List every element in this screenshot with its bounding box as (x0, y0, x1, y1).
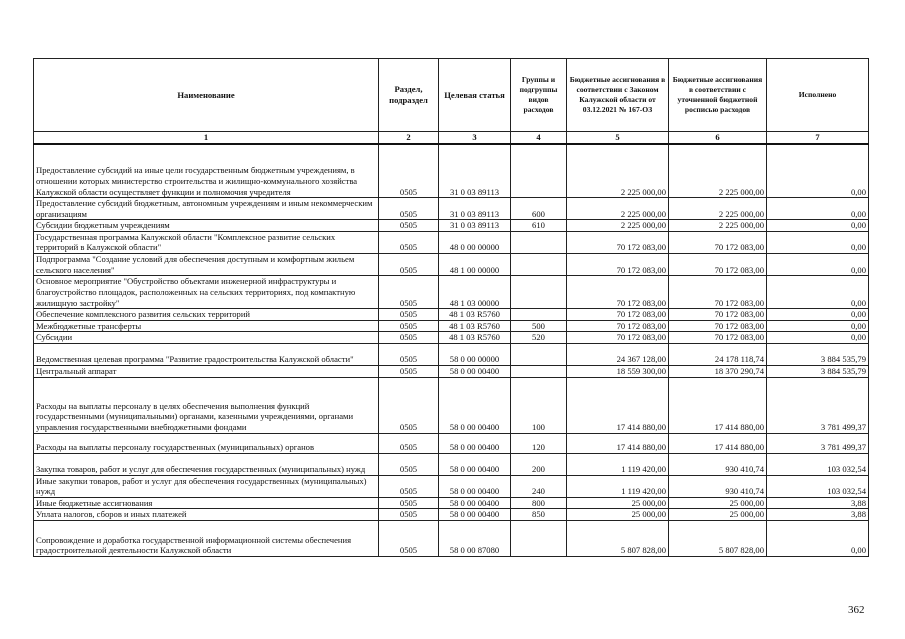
row-target-article: 31 0 03 89113 (439, 198, 511, 220)
budget-execution-table (33, 58, 869, 557)
row-section: 0505 (379, 521, 439, 557)
row-budget-law: 5 807 828,00 (567, 521, 669, 557)
table-row (34, 433, 869, 453)
row-executed: 0,00 (767, 220, 869, 232)
row-budget-refined: 70 172 083,00 (669, 276, 767, 309)
row-section: 0505 (379, 497, 439, 509)
page-number: 362 (848, 604, 865, 616)
col-number: 2 (379, 132, 439, 144)
table-row (34, 475, 869, 497)
row-budget-refined: 17 414 880,00 (669, 433, 767, 453)
col-header-name: Наименование (34, 59, 379, 132)
row-executed: 3,88 (767, 497, 869, 509)
row-executed: 3 781 499,37 (767, 433, 869, 453)
row-name: Предоставление субсидий на иные цели государственным бюджетным учреждениям, в отношении которых министерство строительства и жилищно-коммунального хозяйства Калужской области осуществляет функции и полномочия учредителя (34, 144, 379, 198)
row-target-article: 48 1 03 R5760 (439, 332, 511, 344)
table-row (34, 366, 869, 378)
table-row (34, 344, 869, 366)
row-section: 0505 (379, 453, 439, 475)
row-budget-refined: 70 172 083,00 (669, 332, 767, 344)
row-section: 0505 (379, 344, 439, 366)
table-row (34, 497, 869, 509)
row-target-article: 31 0 03 89113 (439, 144, 511, 198)
row-target-article: 58 0 00 87080 (439, 521, 511, 557)
row-name: Межбюджетные трансферты (34, 320, 379, 332)
table-row (34, 144, 869, 198)
row-expense-group (511, 366, 567, 378)
row-name: Субсидии (34, 332, 379, 344)
row-budget-law: 2 225 000,00 (567, 198, 669, 220)
table-row (34, 309, 869, 321)
row-budget-refined: 5 807 828,00 (669, 521, 767, 557)
row-target-article: 48 1 03 00000 (439, 276, 511, 309)
row-section: 0505 (379, 475, 439, 497)
row-section: 0505 (379, 332, 439, 344)
row-budget-refined: 70 172 083,00 (669, 231, 767, 253)
row-executed: 0,00 (767, 231, 869, 253)
row-target-article: 48 0 00 00000 (439, 231, 511, 253)
row-expense-group (511, 521, 567, 557)
row-budget-law: 70 172 083,00 (567, 309, 669, 321)
row-section: 0505 (379, 254, 439, 276)
row-target-article: 58 0 00 00000 (439, 344, 511, 366)
row-expense-group (511, 231, 567, 253)
col-header-budget-refined: Бюджетные ассигнования в соответствии с уточненной бюджетной росписью расходов (669, 59, 767, 132)
col-header-target: Целевая статья (439, 59, 511, 132)
row-budget-refined: 25 000,00 (669, 497, 767, 509)
row-name: Иные закупки товаров, работ и услуг для обеспечения государственных (муниципальных) нужд (34, 475, 379, 497)
table-row (34, 198, 869, 220)
row-budget-law: 1 119 420,00 (567, 475, 669, 497)
row-budget-refined: 2 225 000,00 (669, 220, 767, 232)
row-target-article: 58 0 00 00400 (439, 433, 511, 453)
row-target-article: 58 0 00 00400 (439, 475, 511, 497)
row-name: Обеспечение комплексного развития сельских территорий (34, 309, 379, 321)
row-expense-group: 200 (511, 453, 567, 475)
table-row (34, 377, 869, 433)
row-budget-law: 70 172 083,00 (567, 320, 669, 332)
row-expense-group (511, 276, 567, 309)
row-executed: 103 032,54 (767, 453, 869, 475)
row-expense-group (511, 344, 567, 366)
row-name: Расходы на выплаты персоналу государственных (муниципальных) органов (34, 433, 379, 453)
row-name: Ведомственная целевая программа "Развитие градостроительства Калужской области" (34, 344, 379, 366)
col-number: 6 (669, 132, 767, 144)
row-name: Предоставление субсидий бюджетным, автономным учреждениям и иным некоммерческим организациям (34, 198, 379, 220)
row-section: 0505 (379, 220, 439, 232)
col-header-group: Группы и подгруппы видов расходов (511, 59, 567, 132)
col-number: 7 (767, 132, 869, 144)
row-budget-law: 24 367 128,00 (567, 344, 669, 366)
row-target-article: 58 0 00 00400 (439, 453, 511, 475)
row-name: Расходы на выплаты персоналу в целях обеспечения выполнения функций государственными (муниципальными) органами, казенными учреждениями, органами управления государственными внебюджетными фондами (34, 377, 379, 433)
row-section: 0505 (379, 198, 439, 220)
table-row (34, 332, 869, 344)
row-name: Центральный аппарат (34, 366, 379, 378)
row-name: Иные бюджетные ассигнования (34, 497, 379, 509)
row-budget-law: 1 119 420,00 (567, 453, 669, 475)
row-budget-law: 18 559 300,00 (567, 366, 669, 378)
row-target-article: 58 0 00 00400 (439, 497, 511, 509)
row-budget-law: 2 225 000,00 (567, 144, 669, 198)
table-row (34, 453, 869, 475)
row-budget-refined: 18 370 290,74 (669, 366, 767, 378)
row-target-article: 58 0 00 00400 (439, 377, 511, 433)
table-row (34, 521, 869, 557)
col-number: 5 (567, 132, 669, 144)
budget-execution-table-container (33, 58, 868, 557)
row-expense-group: 850 (511, 509, 567, 521)
row-budget-refined: 930 410,74 (669, 475, 767, 497)
row-budget-law: 17 414 880,00 (567, 433, 669, 453)
row-budget-law: 25 000,00 (567, 497, 669, 509)
row-section: 0505 (379, 320, 439, 332)
row-budget-refined: 70 172 083,00 (669, 320, 767, 332)
row-budget-law: 70 172 083,00 (567, 231, 669, 253)
row-name: Закупка товаров, работ и услуг для обеспечения государственных (муниципальных) нужд (34, 453, 379, 475)
row-executed: 0,00 (767, 521, 869, 557)
row-name: Уплата налогов, сборов и иных платежей (34, 509, 379, 521)
row-executed: 0,00 (767, 276, 869, 309)
row-section: 0505 (379, 276, 439, 309)
row-executed: 3 781 499,37 (767, 377, 869, 433)
row-budget-refined: 70 172 083,00 (669, 309, 767, 321)
row-expense-group (511, 144, 567, 198)
row-budget-refined: 17 414 880,00 (669, 377, 767, 433)
row-budget-refined: 25 000,00 (669, 509, 767, 521)
row-expense-group: 120 (511, 433, 567, 453)
row-expense-group: 520 (511, 332, 567, 344)
row-budget-refined: 70 172 083,00 (669, 254, 767, 276)
row-executed: 103 032,54 (767, 475, 869, 497)
row-name: Субсидии бюджетным учреждениям (34, 220, 379, 232)
row-section: 0505 (379, 366, 439, 378)
row-expense-group: 600 (511, 198, 567, 220)
row-executed: 0,00 (767, 309, 869, 321)
row-target-article: 48 1 03 R5760 (439, 309, 511, 321)
row-executed: 3,88 (767, 509, 869, 521)
row-budget-law: 70 172 083,00 (567, 276, 669, 309)
row-name: Основное мероприятие "Обустройство объектами инженерной инфраструктуры и благоустройство площадок, расположенных на сельских территориях, под компактную жилищную застройку" (34, 276, 379, 309)
row-budget-refined: 930 410,74 (669, 453, 767, 475)
table-row (34, 231, 869, 253)
table-row (34, 509, 869, 521)
row-budget-law: 70 172 083,00 (567, 332, 669, 344)
row-target-article: 48 1 03 R5760 (439, 320, 511, 332)
row-name: Сопровождение и доработка государственной информационной системы обеспечения градостроительной деятельности Калужской области (34, 521, 379, 557)
row-section: 0505 (379, 433, 439, 453)
row-budget-refined: 2 225 000,00 (669, 198, 767, 220)
row-expense-group: 240 (511, 475, 567, 497)
row-expense-group: 800 (511, 497, 567, 509)
col-number: 4 (511, 132, 567, 144)
row-executed: 0,00 (767, 320, 869, 332)
row-section: 0505 (379, 509, 439, 521)
col-number: 3 (439, 132, 511, 144)
row-expense-group (511, 309, 567, 321)
row-budget-refined: 2 225 000,00 (669, 144, 767, 198)
row-executed: 0,00 (767, 144, 869, 198)
row-executed: 0,00 (767, 198, 869, 220)
row-section: 0505 (379, 144, 439, 198)
table-header-row (34, 59, 869, 132)
row-budget-law: 70 172 083,00 (567, 254, 669, 276)
row-target-article: 58 0 00 00400 (439, 366, 511, 378)
col-header-section: Раздел, подраздел (379, 59, 439, 132)
row-name: Подпрограмма "Создание условий для обеспечения доступным и комфортным жильем сельского населения" (34, 254, 379, 276)
row-section: 0505 (379, 309, 439, 321)
row-budget-law: 2 225 000,00 (567, 220, 669, 232)
row-budget-refined: 24 178 118,74 (669, 344, 767, 366)
row-executed: 3 884 535,79 (767, 344, 869, 366)
row-expense-group: 610 (511, 220, 567, 232)
table-row (34, 220, 869, 232)
table-row (34, 276, 869, 309)
col-header-executed: Исполнено (767, 59, 869, 132)
table-row (34, 320, 869, 332)
col-number: 1 (34, 132, 379, 144)
row-name: Государственная программа Калужской области "Комплексное развитие сельских территорий в Калужской области" (34, 231, 379, 253)
row-expense-group: 100 (511, 377, 567, 433)
row-executed: 3 884 535,79 (767, 366, 869, 378)
row-expense-group (511, 254, 567, 276)
row-target-article: 58 0 00 00400 (439, 509, 511, 521)
row-executed: 0,00 (767, 254, 869, 276)
row-executed: 0,00 (767, 332, 869, 344)
row-section: 0505 (379, 231, 439, 253)
row-target-article: 31 0 03 89113 (439, 220, 511, 232)
row-budget-law: 17 414 880,00 (567, 377, 669, 433)
table-body (34, 144, 869, 557)
row-target-article: 48 1 00 00000 (439, 254, 511, 276)
col-header-budget-law: Бюджетные ассигнования в соответствии с Законом Калужской области от 03.12.2021 № 167-ОЗ (567, 59, 669, 132)
table-row (34, 254, 869, 276)
row-budget-law: 25 000,00 (567, 509, 669, 521)
row-section: 0505 (379, 377, 439, 433)
column-number-row (34, 132, 869, 144)
row-expense-group: 500 (511, 320, 567, 332)
